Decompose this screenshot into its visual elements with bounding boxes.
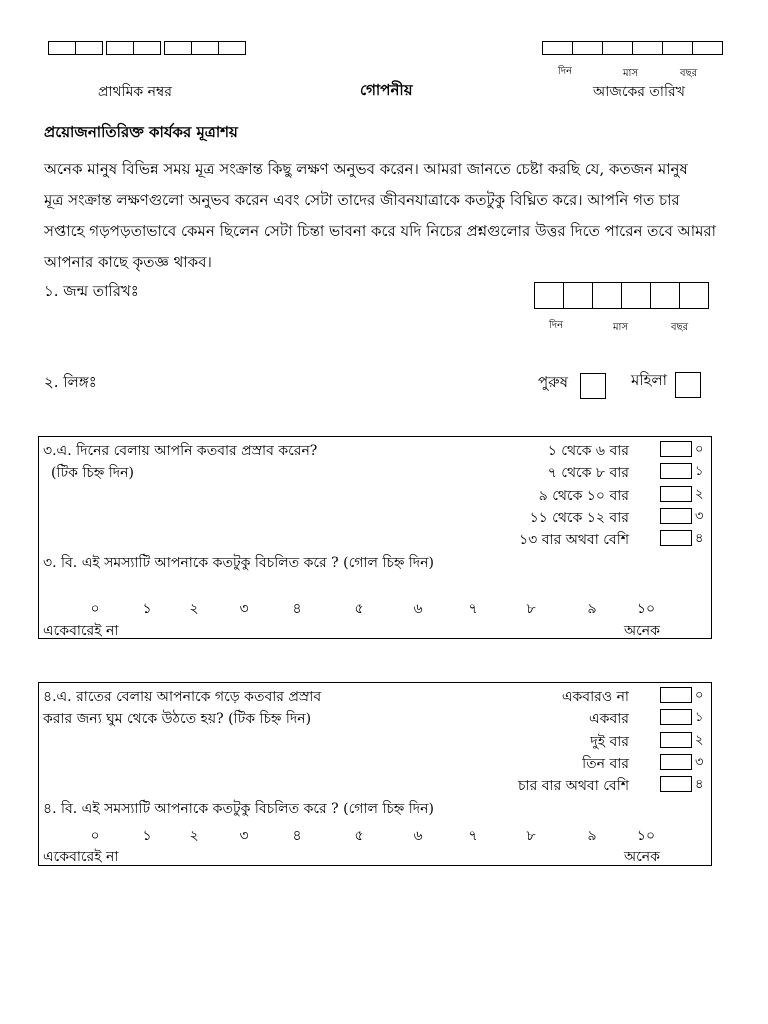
- birth-year-label: বছর: [671, 322, 689, 333]
- digit-box[interactable]: [218, 41, 246, 55]
- q4b-scale-number[interactable]: ০: [90, 828, 100, 844]
- q3a-option-code: ২: [695, 487, 704, 502]
- q3a-option-code: ০: [695, 442, 704, 457]
- q4b-low-anchor: একেবারেই না: [43, 849, 119, 865]
- q4b-scale-number[interactable]: ৩: [239, 828, 249, 844]
- q4a-option-code: ০: [695, 688, 704, 703]
- birth-month-box[interactable]: [621, 282, 651, 309]
- q3a-option-checkbox[interactable]: [660, 441, 692, 457]
- q4b-scale-number[interactable]: ৪: [292, 828, 302, 844]
- birth-day-label: দিন: [549, 320, 564, 331]
- intro-line: মূত্র সংক্রান্ত লক্ষণগুলো অনুভব করেন এবং সেটা তাদের জীবনযাত্রাকে কতটুকু বিঘ্নিত করে। আপনি গত চার: [44, 191, 680, 209]
- q3b-scale-number[interactable]: ০: [90, 601, 100, 617]
- male-label: পুরুষ: [538, 373, 568, 391]
- year-box[interactable]: [662, 41, 693, 55]
- q3a-option-code: ৪: [695, 531, 704, 546]
- q4a-option-checkbox[interactable]: [660, 776, 692, 792]
- q4a-option-checkbox[interactable]: [660, 687, 692, 703]
- birth-month-box[interactable]: [592, 282, 622, 309]
- q4-section: [38, 682, 712, 866]
- q4a-option-code: ১: [695, 710, 704, 725]
- birth-month-label: মাস: [613, 322, 629, 333]
- q3a-option-checkbox[interactable]: [660, 530, 692, 546]
- month-box[interactable]: [632, 41, 663, 55]
- q3b-low-anchor: একেবারেই না: [43, 623, 119, 639]
- intro-line: অনেক মানুষ বিভিন্ন সময় মূত্র সংক্রান্ত কিছু লক্ষণ অনুভব করেন। আমরা জানতে চেষ্টা করছি যে, কতজন মানুষ: [44, 160, 688, 178]
- primary-number-boxes[interactable]: [49, 41, 246, 55]
- q4b-scale-number[interactable]: ৮: [526, 828, 536, 844]
- q3b-scale-number[interactable]: ৬: [413, 601, 423, 617]
- q4b-scale-number[interactable]: ৯: [587, 828, 597, 844]
- q4a-option-code: ২: [695, 733, 704, 748]
- q3-section: [38, 436, 712, 639]
- q1-label: ১. জন্ম তারিখঃ: [44, 282, 139, 300]
- today-date-boxes[interactable]: [543, 41, 723, 55]
- q3b-scale-number[interactable]: ৯: [587, 601, 597, 617]
- q4b-label: ৪. বি. এই সমস্যাটি আপনাকে কতটুকু বিচলিত করে ? (গোল চিহ্ন দিন): [43, 801, 434, 817]
- q4b-scale-number[interactable]: ১০: [636, 828, 656, 844]
- q3b-scale-number[interactable]: ১০: [636, 601, 656, 617]
- q3b-scale-number[interactable]: ১: [142, 601, 152, 617]
- digit-box[interactable]: [48, 41, 76, 55]
- q3b-scale-number[interactable]: ৩: [239, 601, 249, 617]
- q4a-label-line2: করার জন্য ঘুম থেকে উঠতে হয়? (টিক চিহ্ন দিন): [43, 711, 312, 727]
- intro-line: আপনার কাছে কৃতজ্ঞ থাকব।: [44, 253, 212, 271]
- female-checkbox[interactable]: [675, 372, 701, 398]
- today-year-label: বছর: [680, 68, 698, 79]
- q3a-tick-instruction: (টিক চিহ্ন দিন): [51, 465, 134, 481]
- birth-day-box[interactable]: [534, 282, 564, 309]
- q3b-scale-number[interactable]: ২: [189, 601, 199, 617]
- today-month-label: মাস: [623, 68, 639, 79]
- birth-year-box[interactable]: [679, 282, 709, 309]
- q3a-option-code: ৩: [695, 509, 704, 524]
- q4b-scale-number[interactable]: ৬: [413, 828, 423, 844]
- day-box[interactable]: [572, 41, 603, 55]
- year-box[interactable]: [692, 41, 723, 55]
- q4a-option-code: ৪: [695, 777, 704, 792]
- month-box[interactable]: [602, 41, 633, 55]
- birth-day-box[interactable]: [563, 282, 593, 309]
- q3a-option-checkbox[interactable]: [660, 508, 692, 524]
- digit-box[interactable]: [133, 41, 161, 55]
- today-date-label: আজকের তারিখ: [593, 84, 685, 100]
- q3b-scale-number[interactable]: ৫: [354, 601, 364, 617]
- q3a-option-label: ১ থেকে ৬ বার: [547, 443, 629, 459]
- q4a-option-label: চার বার অথবা বেশি: [517, 778, 629, 794]
- q3a-option-code: ১: [695, 464, 704, 479]
- q3a-option-checkbox[interactable]: [660, 463, 692, 479]
- q3a-label: ৩.এ. দিনের বেলায় আপনি কতবার প্রস্রাব করেন?: [43, 443, 318, 459]
- q4b-scale-number[interactable]: ৫: [354, 828, 364, 844]
- birth-year-box[interactable]: [650, 282, 680, 309]
- q4a-option-code: ৩: [695, 755, 704, 770]
- q4a-option-checkbox[interactable]: [660, 709, 692, 725]
- q3b-high-anchor: অনেক: [624, 623, 660, 639]
- q4a-option-label: দুই বার: [590, 734, 629, 750]
- female-label: মহিলা: [631, 371, 668, 389]
- q3b-scale-number[interactable]: ৭: [468, 601, 478, 617]
- q3b-scale-number[interactable]: ৪: [292, 601, 302, 617]
- today-day-label: দিন: [558, 66, 573, 77]
- digit-box[interactable]: [106, 41, 134, 55]
- q4a-label-line1: ৪.এ. রাতের বেলায় আপনাকে গড়ে কতবার প্রস্রাব: [43, 689, 322, 705]
- birth-date-boxes[interactable]: [535, 282, 709, 309]
- q3a-option-checkbox[interactable]: [660, 486, 692, 502]
- q4b-scale-number[interactable]: ৭: [468, 828, 478, 844]
- primary-number-label: প্রাথমিক নম্বর: [98, 84, 172, 100]
- q4b-scale-number[interactable]: ২: [189, 828, 199, 844]
- q3b-scale-number[interactable]: ৮: [526, 601, 536, 617]
- digit-box[interactable]: [191, 41, 219, 55]
- q4a-option-checkbox[interactable]: [660, 732, 692, 748]
- day-box[interactable]: [542, 41, 573, 55]
- q3a-option-label: ১১ থেকে ১২ বার: [529, 510, 629, 526]
- intro-line: সপ্তাহে গড়পড়তাভাবে কেমন ছিলেন সেটা চিন্তা ভাবনা করে যদি নিচের প্রশ্নগুলোর উত্তর দিতে পারেন তবে আমরা: [44, 222, 717, 240]
- q4a-option-checkbox[interactable]: [660, 754, 692, 770]
- q4b-scale-number[interactable]: ১: [142, 828, 152, 844]
- q2-label: ২. লিঙ্গঃ: [44, 373, 97, 391]
- q4a-option-label: একবারও না: [561, 689, 629, 705]
- q4a-option-label: একবার: [589, 711, 629, 727]
- q3a-option-label: ৭ থেকে ৮ বার: [547, 465, 629, 481]
- digit-box[interactable]: [75, 41, 103, 55]
- q4a-option-label: তিন বার: [582, 756, 629, 772]
- q3a-option-label: ১৩ বার অথবা বেশি: [519, 532, 629, 548]
- page-title: প্রয়োজনাতিরিক্ত কার্যকর মূত্রাশয়: [44, 123, 238, 141]
- intro-paragraph: [44, 154, 728, 278]
- q4b-high-anchor: অনেক: [624, 849, 660, 865]
- confidential-label: গোপনীয়: [360, 81, 413, 99]
- q3b-label: ৩. বি. এই সমস্যাটি আপনাকে কতটুকু বিচলিত করে ? (গোল চিহ্ন দিন): [43, 555, 434, 571]
- digit-box[interactable]: [164, 41, 192, 55]
- q3a-option-label: ৯ থেকে ১০ বার: [538, 488, 629, 504]
- male-checkbox[interactable]: [580, 373, 606, 399]
